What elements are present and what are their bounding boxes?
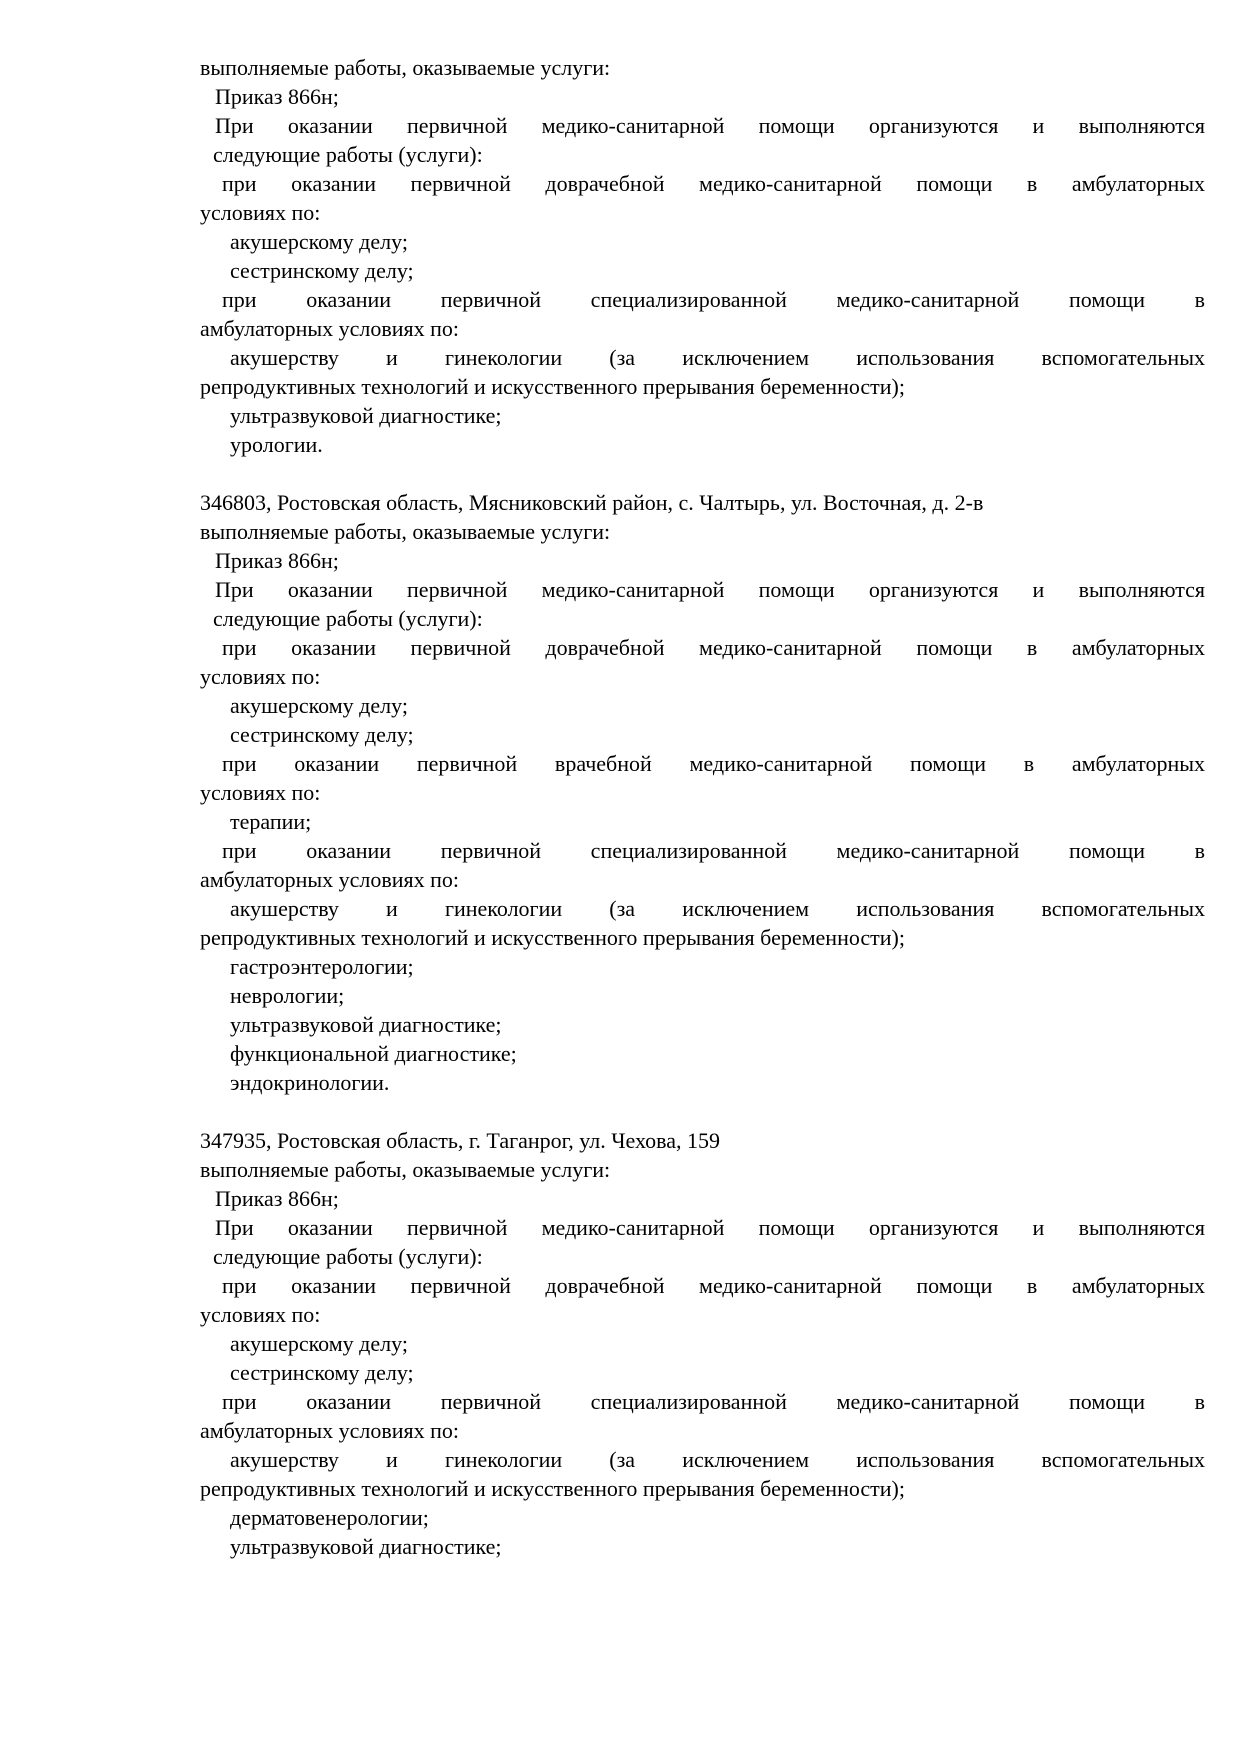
service-item: акушерству и гинекологии (за исключением использования вспомогательных <box>230 896 1205 921</box>
service-item: акушерству и гинекологии (за исключением использования вспомогательных <box>230 345 1205 370</box>
service-item: сестринскому делу; <box>230 722 414 747</box>
body: при оказании первичной специализированной медико-санитарной помощи в <box>222 1389 1205 1414</box>
service-item: сестринскому делу; <box>230 258 414 283</box>
body: следующие работы (услуги): <box>213 142 483 167</box>
service-item: неврологии; <box>230 983 345 1008</box>
order-ref: Приказ 866н; <box>215 548 339 573</box>
body: При оказании первичной медико-санитарной помощи организуются и выполняются <box>215 577 1205 602</box>
service-item: дерматовенерологии; <box>230 1505 429 1530</box>
body: при оказании первичной доврачебной медико-санитарной помощи в амбулаторных <box>222 171 1205 196</box>
service-item: акушерскому делу; <box>230 229 408 254</box>
body: условиях по: <box>200 780 321 805</box>
license-entry-2 <box>200 488 1205 1097</box>
document-body <box>200 53 1205 1561</box>
service-item: репродуктивных технологий и искусственного прерывания беременности); <box>200 1476 905 1501</box>
body: при оказании первичной специализированной медико-санитарной помощи в <box>222 287 1205 312</box>
body: следующие работы (услуги): <box>213 1244 483 1269</box>
service-item: репродуктивных технологий и искусственного прерывания беременности); <box>200 925 905 950</box>
body: амбулаторных условиях по: <box>200 867 460 892</box>
service-item: ультразвуковой диагностике; <box>230 403 502 428</box>
service-item: ультразвуковой диагностике; <box>230 1012 502 1037</box>
body: при оказании первичной доврачебной медико-санитарной помощи в амбулаторных <box>222 1273 1205 1298</box>
service-item: урологии. <box>230 432 323 457</box>
body: При оказании первичной медико-санитарной помощи организуются и выполняются <box>215 113 1205 138</box>
service-item: акушерству и гинекологии (за исключением использования вспомогательных <box>230 1447 1205 1472</box>
service-item: сестринскому делу; <box>230 1360 414 1385</box>
body: амбулаторных условиях по: <box>200 316 460 341</box>
service-item: эндокринологии. <box>230 1070 390 1095</box>
works-heading: выполняемые работы, оказываемые услуги: <box>200 55 611 80</box>
body: при оказании первичной доврачебной медико-санитарной помощи в амбулаторных <box>222 635 1205 660</box>
service-item: ультразвуковой диагностике; <box>230 1534 502 1559</box>
body: следующие работы (услуги): <box>213 606 483 631</box>
license-entry-3 <box>200 1126 1205 1561</box>
service-item: акушерскому делу; <box>230 693 408 718</box>
service-item: репродуктивных технологий и искусственного прерывания беременности); <box>200 374 905 399</box>
service-item: гастроэнтерологии; <box>230 954 414 979</box>
order-ref: Приказ 866н; <box>215 84 339 109</box>
body: условиях по: <box>200 664 321 689</box>
body: амбулаторных условиях по: <box>200 1418 460 1443</box>
service-item: функциональной диагностике; <box>230 1041 517 1066</box>
works-heading: выполняемые работы, оказываемые услуги: <box>200 519 611 544</box>
works-heading: выполняемые работы, оказываемые услуги: <box>200 1157 611 1182</box>
body: условиях по: <box>200 1302 321 1327</box>
body: условиях по: <box>200 200 321 225</box>
address-line: 346803, Ростовская область, Мясниковский район, с. Чалтырь, ул. Восточная, д. 2-в <box>200 490 984 515</box>
order-ref: Приказ 866н; <box>215 1186 339 1211</box>
body: при оказании первичной специализированной медико-санитарной помощи в <box>222 838 1205 863</box>
address-line: 347935, Ростовская область, г. Таганрог, ул. Чехова, 159 <box>200 1128 720 1153</box>
service-item: акушерскому делу; <box>230 1331 408 1356</box>
service-item: терапии; <box>230 809 312 834</box>
license-entry-1 <box>200 53 1205 459</box>
body: При оказании первичной медико-санитарной помощи организуются и выполняются <box>215 1215 1205 1240</box>
body: при оказании первичной врачебной медико-санитарной помощи в амбулаторных <box>222 751 1205 776</box>
